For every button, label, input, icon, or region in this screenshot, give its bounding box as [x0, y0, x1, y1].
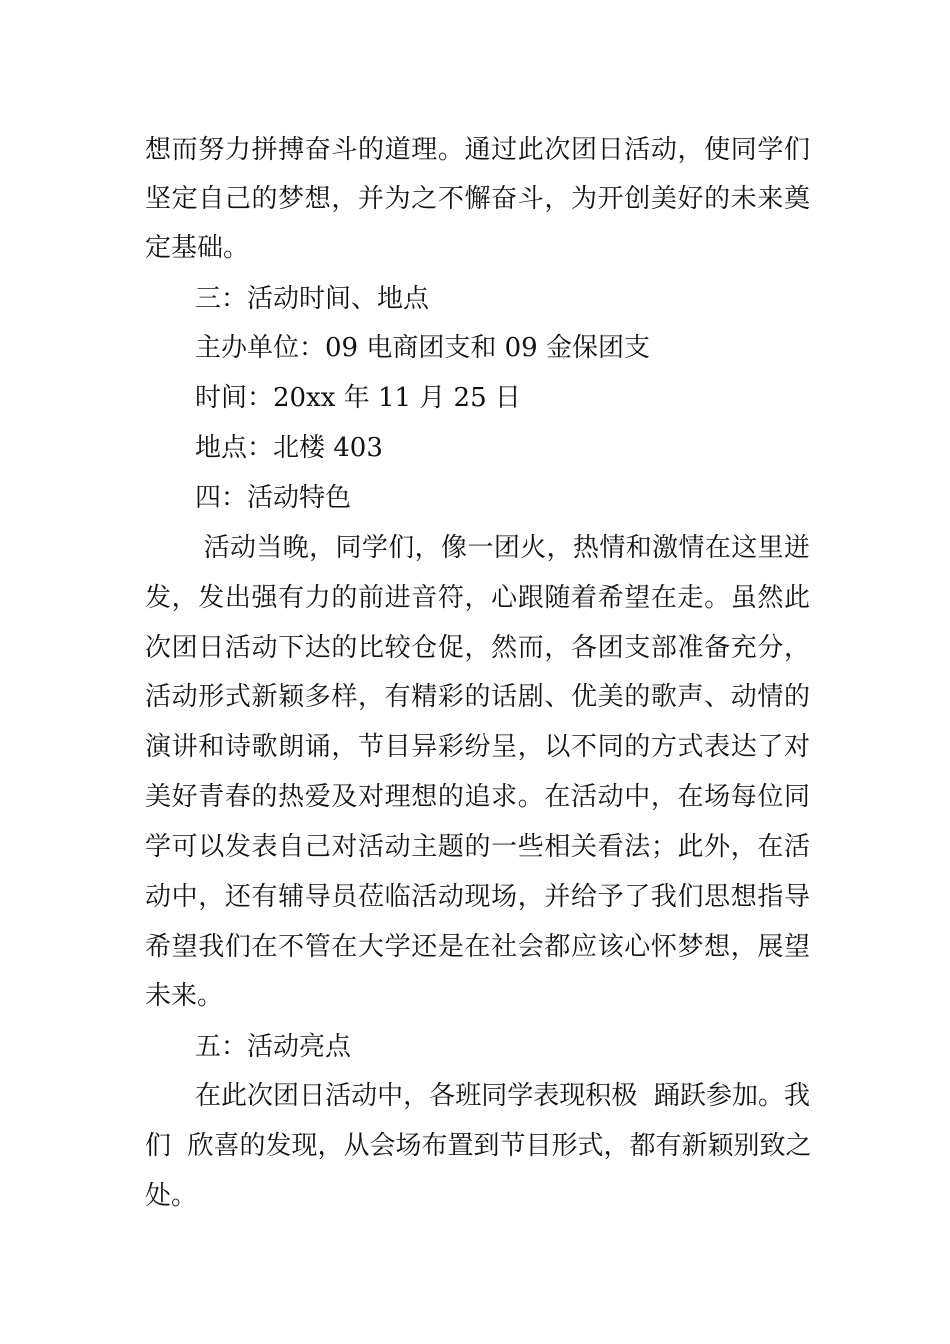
body-text-line: 们 欣喜的发现，从会场布置到节目形式，都有新颖别致之	[145, 1131, 812, 1161]
body-text-line: 在此次团日活动中，各班同学表现积极 踊跃参加。我	[195, 1081, 810, 1111]
body-text-line: 次团日活动下达的比较仓促，然而，各团支部准备充分，	[145, 633, 810, 663]
section-heading: 四：活动特色	[195, 483, 352, 513]
body-text-line: 美好青春的热爱及对理想的追求。在活动中，在场每位同	[145, 782, 810, 812]
organizer-text: 主办单位：09 电商团支和 09 金保团支	[195, 333, 650, 363]
place-text: 地点：北楼 403	[195, 433, 383, 463]
body-text-line: 坚定自己的梦想，并为之不懈奋斗，为开创美好的未来奠	[145, 184, 810, 214]
body-text-line: 处。	[145, 1181, 198, 1211]
section-heading: 三：活动时间、地点	[195, 284, 430, 314]
body-text-line: 演讲和诗歌朗诵，节目异彩纷呈，以不同的方式表达了对	[145, 732, 810, 762]
time-text: 时间：20xx 年 11 月 25 日	[195, 383, 521, 413]
body-text-line: 活动当晚，同学们，像一团火，热情和激情在这里迸	[195, 533, 810, 563]
body-text-line: 活动形式新颖多样，有精彩的话剧、优美的歌声、动情的	[145, 682, 810, 712]
body-text-line: 定基础。	[145, 233, 250, 263]
body-text-line: 未来。	[145, 981, 224, 1011]
body-text-line: 想而努力拼搏奋斗的道理。通过此次团日活动，使同学们	[145, 135, 810, 165]
body-text-line: 学可以发表自己对活动主题的一些相关看法；此外，在活	[145, 832, 810, 862]
body-text-line: 希望我们在不管在大学还是在社会都应该心怀梦想，展望	[145, 932, 810, 962]
body-text-line: 发，发出强有力的前进音符，心跟随着希望在走。虽然此	[145, 583, 810, 613]
section-heading: 五：活动亮点	[195, 1032, 352, 1062]
body-text-line: 动中，还有辅导员莅临活动现场，并给予了我们思想指导	[145, 882, 810, 912]
